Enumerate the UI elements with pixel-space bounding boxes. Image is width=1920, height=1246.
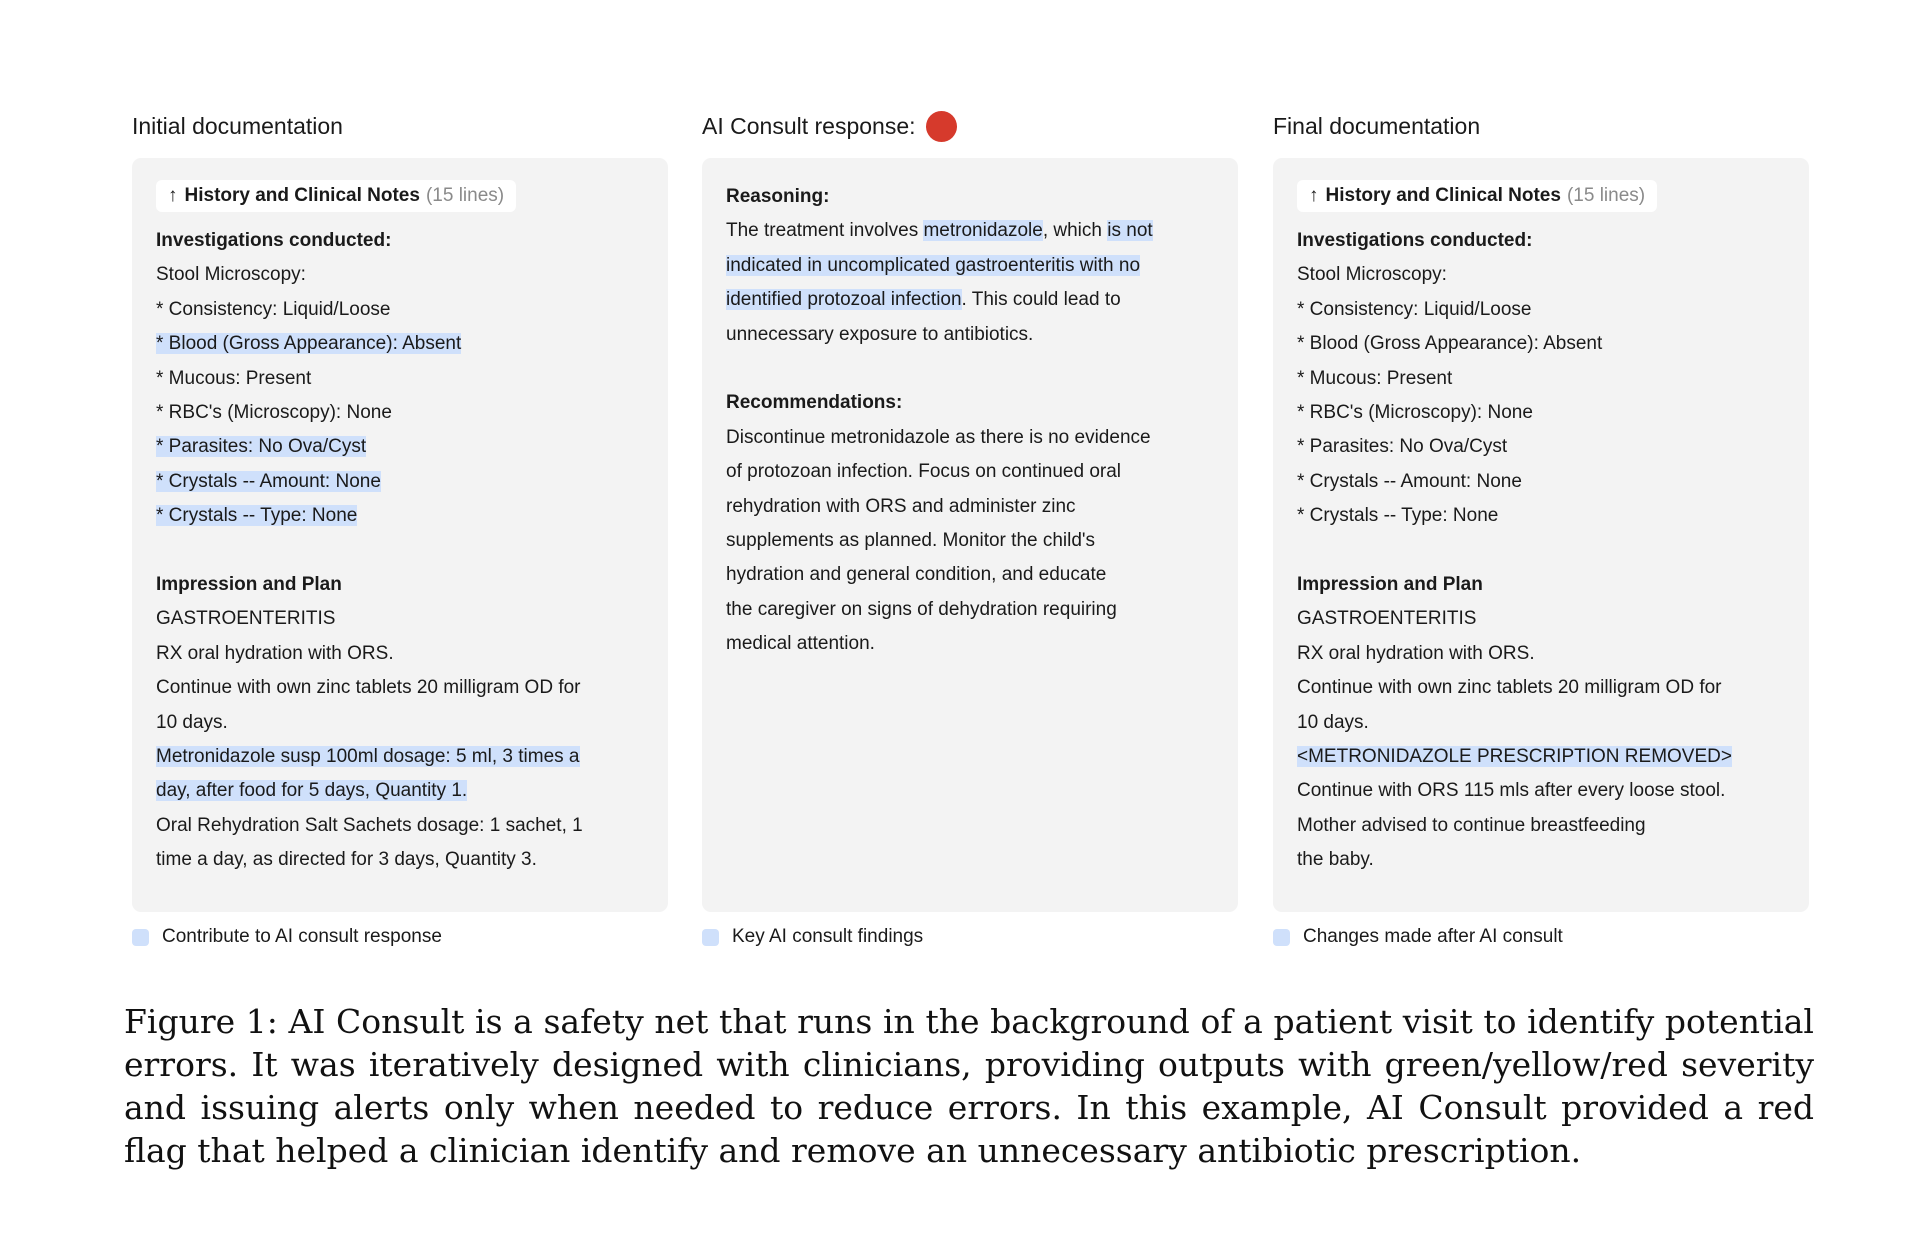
note-text: Mother advised to continue breastfeeding	[1297, 814, 1646, 836]
note-line	[1297, 740, 1785, 774]
note-text: Impression and Plan	[1297, 574, 1483, 596]
note-line	[1297, 809, 1785, 843]
history-notes-toggle[interactable]	[156, 180, 516, 212]
note-line	[156, 809, 644, 843]
note-text: * Crystals -- Type: None	[1297, 505, 1499, 527]
figure-caption: Figure 1: AI Consult is a safety net that runs in the background of a patient visit to identify potential errors. It was iteratively designed with clinicians, providing outputs with green/yellow/red severity and issuing alerts only when needed to reduce errors. In this example, AI Consult provided a red flag that helped a clinician identify and remove an unnecessary antibiotic prescription.	[124, 1002, 1814, 1170]
note-line	[156, 843, 644, 877]
section-heading	[156, 568, 644, 602]
initial-notes-body	[156, 224, 644, 878]
note-line	[156, 774, 644, 808]
note-text: * RBC's (Microscopy): None	[1297, 402, 1533, 424]
initial-documentation-column	[132, 108, 668, 947]
note-line	[156, 327, 644, 361]
reasoning-heading: Reasoning:	[726, 186, 830, 207]
note-line	[1297, 671, 1785, 705]
final-documentation-panel	[1273, 158, 1809, 912]
note-line	[156, 258, 644, 292]
highlighted-text: * Crystals -- Amount: None	[156, 470, 381, 492]
highlighted-text: day, after food for 5 days, Quantity 1.	[156, 780, 468, 802]
reasoning-line	[726, 318, 1214, 352]
arrow-up-icon: ↑	[168, 185, 178, 206]
note-text: 10 days.	[156, 711, 228, 733]
key-finding-text: indicated in uncomplicated gastroenteritis with no	[726, 254, 1141, 276]
note-text: GASTROENTERITIS	[156, 608, 336, 630]
reasoning-text: The treatment involves	[726, 220, 924, 242]
reasoning-line	[726, 249, 1214, 283]
reasoning-text: unnecessary exposure to antibiotics.	[726, 323, 1034, 345]
history-notes-label: History and Clinical Notes	[1325, 185, 1561, 206]
note-line	[1297, 293, 1785, 327]
note-line	[156, 534, 644, 568]
arrow-up-icon: ↑	[1309, 185, 1319, 206]
note-line	[156, 293, 644, 327]
note-text: * Consistency: Liquid/Loose	[1297, 298, 1532, 320]
note-text: * Crystals -- Amount: None	[1297, 470, 1522, 492]
note-text: Investigations conducted:	[156, 230, 392, 251]
note-line	[156, 637, 644, 671]
note-line	[1297, 465, 1785, 499]
ai-consult-title: AI Consult response:	[702, 112, 916, 139]
note-text: * Parasites: No Ova/Cyst	[1297, 436, 1508, 458]
legend-changes	[1273, 926, 1563, 948]
legend-key-findings	[702, 926, 923, 948]
final-notes-body	[1297, 224, 1785, 878]
recommendation-line: rehydration with ORS and administer zinc	[726, 495, 1076, 517]
legend-contribute	[132, 926, 442, 948]
red-severity-icon	[926, 111, 957, 142]
note-line	[156, 465, 644, 499]
final-documentation-column	[1273, 108, 1809, 947]
note-line	[1297, 534, 1785, 568]
note-line	[156, 706, 644, 740]
history-notes-label: History and Clinical Notes	[184, 185, 420, 206]
note-line	[1297, 706, 1785, 740]
section-heading	[1297, 568, 1785, 602]
note-text: the baby.	[1297, 849, 1374, 871]
initial-documentation-title: Initial documentation	[132, 112, 343, 139]
legend-label: Contribute to AI consult response	[162, 926, 442, 947]
note-text: Impression and Plan	[156, 574, 342, 596]
note-line	[156, 740, 644, 774]
note-text: GASTROENTERITIS	[1297, 608, 1477, 630]
highlighted-text: <METRONIDAZOLE PRESCRIPTION REMOVED>	[1297, 746, 1732, 768]
key-finding-text: is not	[1107, 220, 1153, 242]
note-line	[1297, 327, 1785, 361]
note-text: Continue with own zinc tablets 20 milligram OD for	[1297, 677, 1722, 699]
key-finding-text: identified protozoal infection	[726, 289, 962, 311]
note-line	[156, 430, 644, 464]
note-text: * Mucous: Present	[1297, 367, 1453, 389]
recommendations-heading: Recommendations:	[726, 392, 903, 414]
note-line	[156, 671, 644, 705]
note-text: RX oral hydration with ORS.	[156, 642, 394, 664]
legend-swatch	[1273, 929, 1290, 946]
history-notes-toggle[interactable]	[1297, 180, 1657, 212]
note-line	[1297, 396, 1785, 430]
highlighted-text: Metronidazole susp 100ml dosage: 5 ml, 3 times a	[156, 746, 580, 768]
note-line	[1297, 362, 1785, 396]
note-line	[1297, 637, 1785, 671]
note-line	[1297, 774, 1785, 808]
ai-consult-panel	[702, 158, 1238, 912]
legend-label: Key AI consult findings	[732, 926, 924, 947]
history-notes-count: (15 lines)	[425, 185, 505, 206]
legend-label: Changes made after AI consult	[1303, 926, 1563, 947]
note-text: Stool Microscopy:	[156, 264, 306, 286]
note-line	[1297, 602, 1785, 636]
initial-documentation-panel	[132, 158, 668, 912]
recommendation-line: supplements as planned. Monitor the child's	[726, 530, 1096, 552]
note-line	[1297, 499, 1785, 533]
ai-consult-column	[702, 108, 1238, 947]
recommendation-line: the caregiver on signs of dehydration requiring	[726, 598, 1117, 620]
note-line	[1297, 843, 1785, 877]
ai-consult-title-row	[702, 108, 1238, 144]
history-notes-count: (15 lines)	[1566, 185, 1646, 206]
note-line	[1297, 430, 1785, 464]
highlighted-text: * Parasites: No Ova/Cyst	[156, 436, 367, 458]
note-text: * Blood (Gross Appearance): Absent	[1297, 333, 1603, 355]
note-line	[156, 602, 644, 636]
highlighted-text: * Blood (Gross Appearance): Absent	[156, 333, 462, 355]
recommendation-line: medical attention.	[726, 633, 875, 655]
reasoning-line	[726, 283, 1214, 317]
final-documentation-title: Final documentation	[1273, 112, 1481, 139]
reasoning-text: . This could lead to	[961, 289, 1121, 311]
note-text: * Consistency: Liquid/Loose	[156, 298, 391, 320]
note-text: Investigations conducted:	[1297, 230, 1533, 251]
legend-swatch	[702, 929, 719, 946]
recommendation-line: of protozoan infection. Focus on continued oral	[726, 461, 1122, 483]
note-line	[1297, 258, 1785, 292]
note-line	[156, 362, 644, 396]
note-text: Continue with ORS 115 mls after every loose stool.	[1297, 780, 1726, 802]
reasoning-line	[726, 214, 1214, 248]
section-heading	[1297, 224, 1785, 258]
legend-swatch	[132, 929, 149, 946]
note-text: RX oral hydration with ORS.	[1297, 642, 1535, 664]
note-text: * RBC's (Microscopy): None	[156, 402, 392, 424]
note-text: Continue with own zinc tablets 20 milligram OD for	[156, 677, 581, 699]
section-heading	[156, 224, 644, 258]
recommendation-line: hydration and general condition, and educate	[726, 564, 1107, 586]
note-text: time a day, as directed for 3 days, Quantity 3.	[156, 849, 537, 871]
recommendations-body	[726, 421, 1214, 662]
note-text: Stool Microscopy:	[1297, 264, 1447, 286]
note-text: 10 days.	[1297, 711, 1369, 733]
note-line	[156, 499, 644, 533]
highlighted-text: * Crystals -- Type: None	[156, 505, 358, 527]
note-text: * Mucous: Present	[156, 367, 312, 389]
note-line	[156, 396, 644, 430]
reasoning-text: , which	[1042, 220, 1108, 242]
recommendation-line: Discontinue metronidazole as there is no evidence	[726, 426, 1151, 448]
reasoning-body	[726, 214, 1214, 352]
key-finding-text: metronidazole	[923, 220, 1043, 242]
note-text: Oral Rehydration Salt Sachets dosage: 1 sachet, 1	[156, 814, 583, 836]
